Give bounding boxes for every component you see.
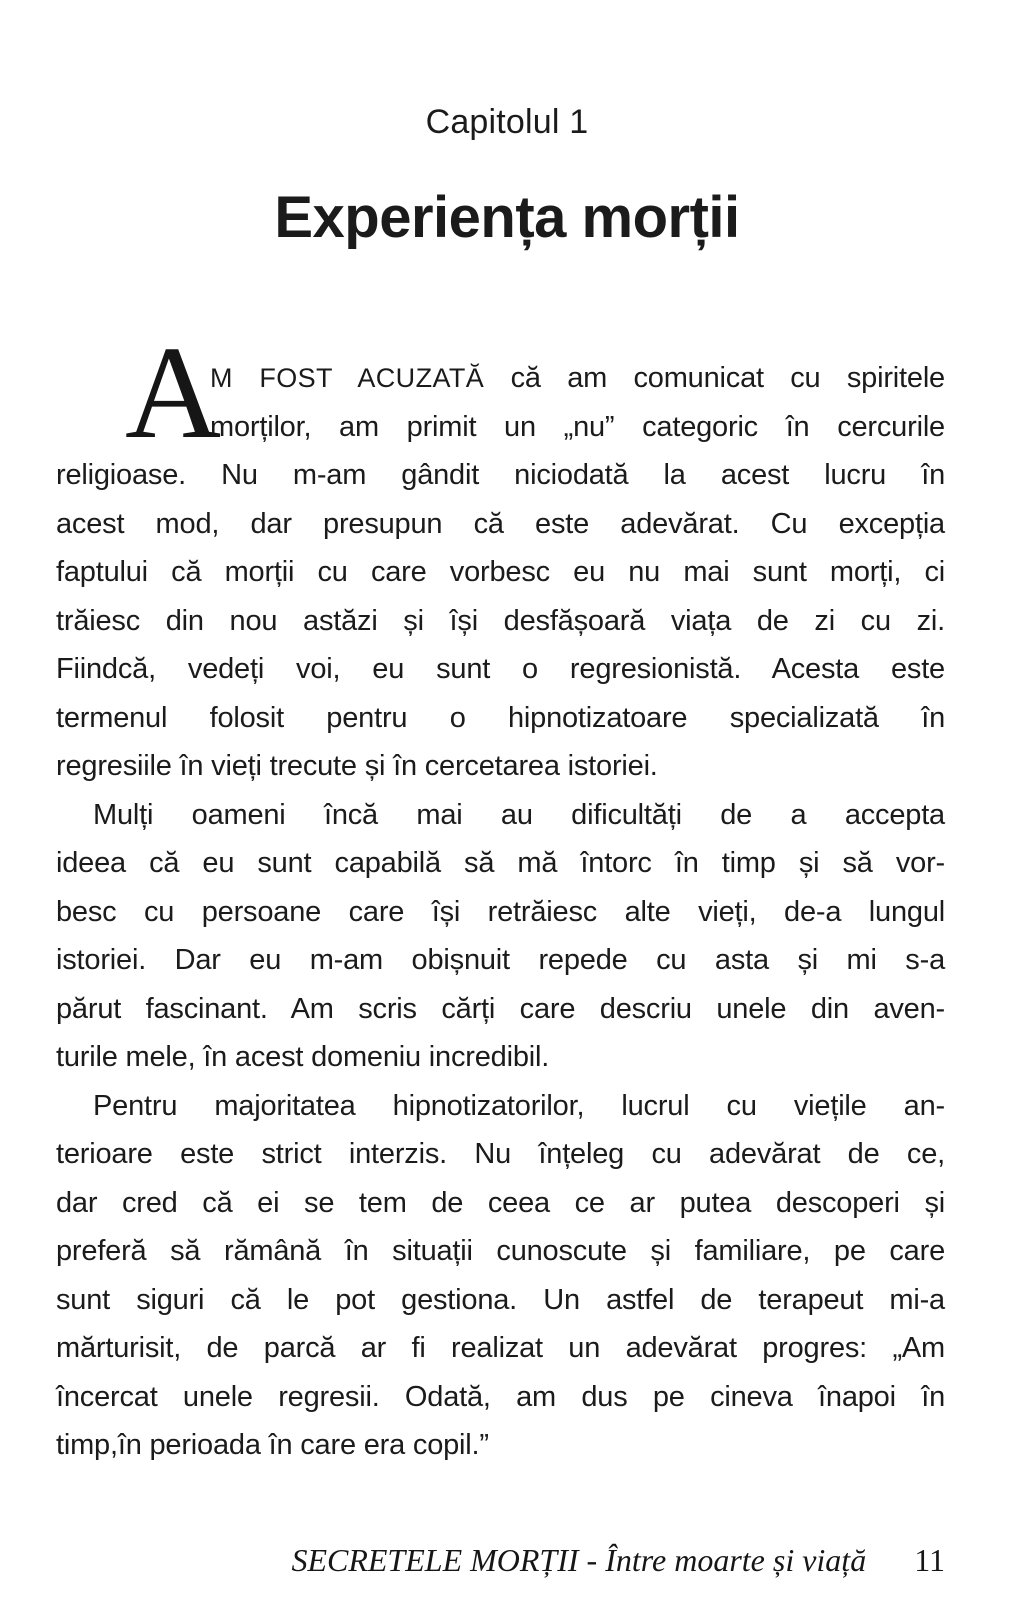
text-line: besc cu persoane care își retrăiesc alte vieți, de-a lungul	[56, 895, 945, 928]
text-line: Fiindcă, vedeți voi, eu sunt o regresionistă. Acesta este	[56, 653, 945, 685]
text-line: termenul folosit pentru o hipnotizatoare specializată în	[56, 701, 945, 734]
page-number: 11	[914, 1542, 945, 1578]
paragraph-1	[56, 318, 945, 791]
drop-cap: A	[125, 318, 221, 466]
paragraph-2	[56, 791, 945, 1082]
text-line: istoriei. Dar eu m-am obișnuit repede cu asta și mi s-a	[56, 944, 945, 976]
text-line: Pentru majoritatea hipnotizatorilor, lucrul cu viețile an-	[93, 1089, 945, 1122]
text-line: trăiesc din nou astăzi și își desfășoară viața de zi cu zi.	[56, 604, 945, 637]
text-line: acest mod, dar presupun că este adevărat. Cu excepția	[56, 507, 945, 540]
text-line: religioase. Nu m-am gândit niciodată la acest lucru în	[56, 459, 945, 491]
text-line: ideea că eu sunt capabilă să mă întorc în timp și să vor-	[56, 847, 945, 879]
text-line: părut fascinant. Am scris cărți care descriu unele din aven-	[56, 992, 945, 1025]
text-line: regresiile în vieți trecute și în cercetarea istoriei.	[56, 750, 658, 782]
text-line: terioare este strict interzis. Nu înțeleg cu adevărat de ce,	[56, 1138, 945, 1170]
text-line: încercat unele regresii. Odată, am dus pe cineva înapoi în	[56, 1380, 945, 1413]
text-line: mărturisit, de parcă ar fi realizat un adevărat progres: „Am	[56, 1332, 945, 1364]
chapter-title: Experiența morții	[274, 185, 740, 250]
text-line: timp,în perioada în care era copil.”	[56, 1429, 489, 1461]
text-line: Mulți oameni încă mai au dificultăți de a accepta	[93, 798, 945, 831]
chapter-label: Capitolul 1	[425, 103, 589, 141]
lead-in-caps: M FOST ACUZATĂ	[210, 363, 511, 393]
running-footer	[56, 1540, 945, 1580]
footer-book-title: SECRETELE MORȚII - Între moarte și viață	[291, 1542, 867, 1578]
text-line: sunt siguri că le pot gestiona. Un astfel de terapeut mi-a	[56, 1283, 945, 1316]
text-line: morților, am primit un „nu” categoric în cercurile	[210, 410, 945, 443]
text-line: dar cred că ei se tem de ceea ce ar putea descoperi și	[56, 1186, 945, 1219]
text-line: turile mele, în acest domeniu incredibil.	[56, 1041, 550, 1073]
text-line: faptului că morții cu care vorbesc eu nu mai sunt morți, ci	[56, 556, 945, 588]
text-line: preferă să rămână în situații cunoscute și familiare, pe care	[56, 1235, 945, 1267]
body-text	[56, 318, 945, 1470]
paragraph-3	[56, 1082, 945, 1470]
text-line-rest: că am comunicat cu spiritele	[510, 362, 945, 394]
